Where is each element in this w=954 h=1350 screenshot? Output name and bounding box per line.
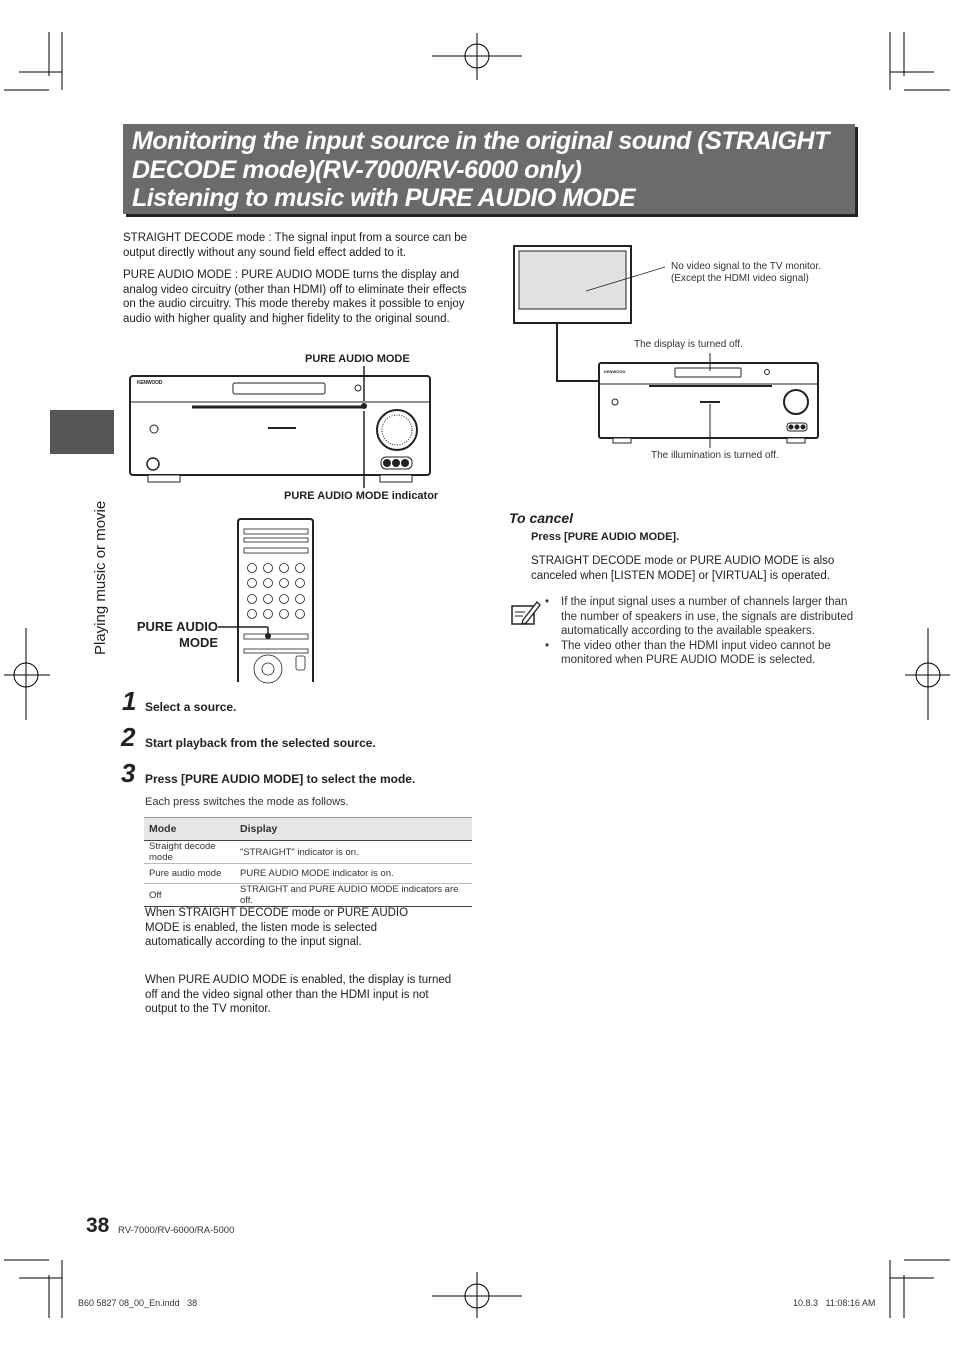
receiver-brand-logo: KENWOOD bbox=[137, 380, 163, 386]
chapter-tab-marker bbox=[50, 410, 114, 454]
to-cancel-description: STRAIGHT DECODE mode or PURE AUDIO MODE is also canceled when [LISTEN MODE] or [VIRTUAL] is operated. bbox=[531, 555, 835, 582]
display-off-note: When PURE AUDIO MODE is enabled, the display is turned off and the video signal other than the HDMI input is not output to the TV monitor. bbox=[145, 974, 452, 1015]
remote-pure-audio-label-line2: MODE bbox=[179, 635, 218, 650]
step-1-number: 1 bbox=[122, 686, 137, 716]
pure-audio-mode-indicator-label: PURE AUDIO MODE indicator bbox=[284, 490, 439, 502]
step-3-subtext: Each press switches the mode as follows. bbox=[145, 796, 349, 808]
intro-straight-decode: STRAIGHT DECODE mode : The signal input from a source can be output directly without any sound field effect added to it. bbox=[123, 232, 468, 259]
listen-mode-note: When STRAIGHT DECODE mode or PURE AUDIO MODE is enabled, the listen mode is selected automatically according to the input signal. bbox=[145, 907, 409, 948]
section-title-line1: Monitoring the input source in the original sound (STRAIGHT bbox=[132, 127, 829, 155]
intro-pure-audio: PURE AUDIO MODE : PURE AUDIO MODE turns the display and analog video circuitry (other than HDMI) off to eliminate their effects on the audio circuitry. This mode thereby makes it possible to enjoy audio with higher quality and higher fidelity to the original sound. bbox=[123, 269, 467, 325]
illumination-off-label: The illumination is turned off. bbox=[651, 450, 779, 461]
step-2-number: 2 bbox=[121, 722, 136, 752]
page-number: 38 bbox=[86, 1214, 110, 1237]
table-cell: "STRAIGHT" indicator is on. bbox=[235, 841, 472, 864]
no-video-label-line2: (Except the HDMI video signal) bbox=[671, 273, 809, 284]
receiver-front-panel-illustration bbox=[128, 366, 438, 488]
step-2-text: Start playback from the selected source. bbox=[145, 736, 376, 750]
to-cancel-heading: To cancel bbox=[509, 510, 574, 526]
note-pencil-icon bbox=[509, 598, 541, 628]
note-text: The video other than the HDMI input video cannot be monitored when PURE AUDIO MODE is selected. bbox=[561, 639, 831, 666]
table-row bbox=[144, 884, 472, 907]
list-item: • The video other than the HDMI input video cannot be monitored when PURE AUDIO MODE is selected. bbox=[545, 639, 831, 666]
step-3-text: Press [PURE AUDIO MODE] to select the mode. bbox=[145, 772, 416, 786]
section-title-bar bbox=[123, 124, 855, 214]
table-cell: Straight decode mode bbox=[144, 841, 235, 864]
note-text: If the input signal uses a number of channels larger than the number of speakers in use, the signals are distributed automatically according to the available speakers. bbox=[561, 596, 854, 637]
remote-pure-audio-label-line1: PURE AUDIO bbox=[136, 619, 218, 634]
table-cell: Pure audio mode bbox=[144, 864, 235, 884]
indd-file-name: B60 5827 08_00_En.indd 38 bbox=[78, 1298, 198, 1308]
pure-audio-mode-button-label: PURE AUDIO MODE bbox=[305, 353, 410, 365]
list-item: • If the input signal uses a number of channels larger than the number of speakers in use, the signals are distributed automatically according to the available speakers. bbox=[545, 596, 854, 637]
table-cell: PURE AUDIO MODE indicator is on. bbox=[235, 864, 472, 884]
display-off-label: The display is turned off. bbox=[634, 339, 743, 350]
section-title-line3: Listening to music with PURE AUDIO MODE bbox=[132, 184, 636, 212]
to-cancel-press: Press [PURE AUDIO MODE]. bbox=[531, 531, 680, 543]
mode-table-header-display: Display bbox=[235, 818, 472, 841]
mode-table-header-mode: Mode bbox=[144, 818, 235, 841]
table-cell: STRAIGHT and PURE AUDIO MODE indicators are off. bbox=[235, 884, 472, 907]
table-row bbox=[144, 841, 472, 864]
no-video-label-line1: No video signal to the TV monitor. bbox=[671, 261, 821, 272]
notes-list bbox=[545, 595, 855, 668]
mode-table bbox=[144, 817, 472, 907]
section-title-line2: DECODE mode)(RV-7000/RV-6000 only) bbox=[132, 155, 582, 184]
print-timestamp: 10.8.3 11:08:16 AM bbox=[793, 1298, 876, 1308]
model-numbers: RV-7000/RV-6000/RA-5000 bbox=[118, 1225, 235, 1236]
step-1-text: Select a source. bbox=[145, 700, 237, 714]
chapter-tab-label: Playing music or movie bbox=[92, 500, 109, 655]
table-row bbox=[144, 864, 472, 884]
remote-control-illustration bbox=[218, 516, 318, 684]
step-3-number: 3 bbox=[121, 758, 136, 788]
tv-receiver-brand-logo: KENWOOD bbox=[604, 369, 626, 374]
table-cell: Off bbox=[144, 884, 235, 907]
